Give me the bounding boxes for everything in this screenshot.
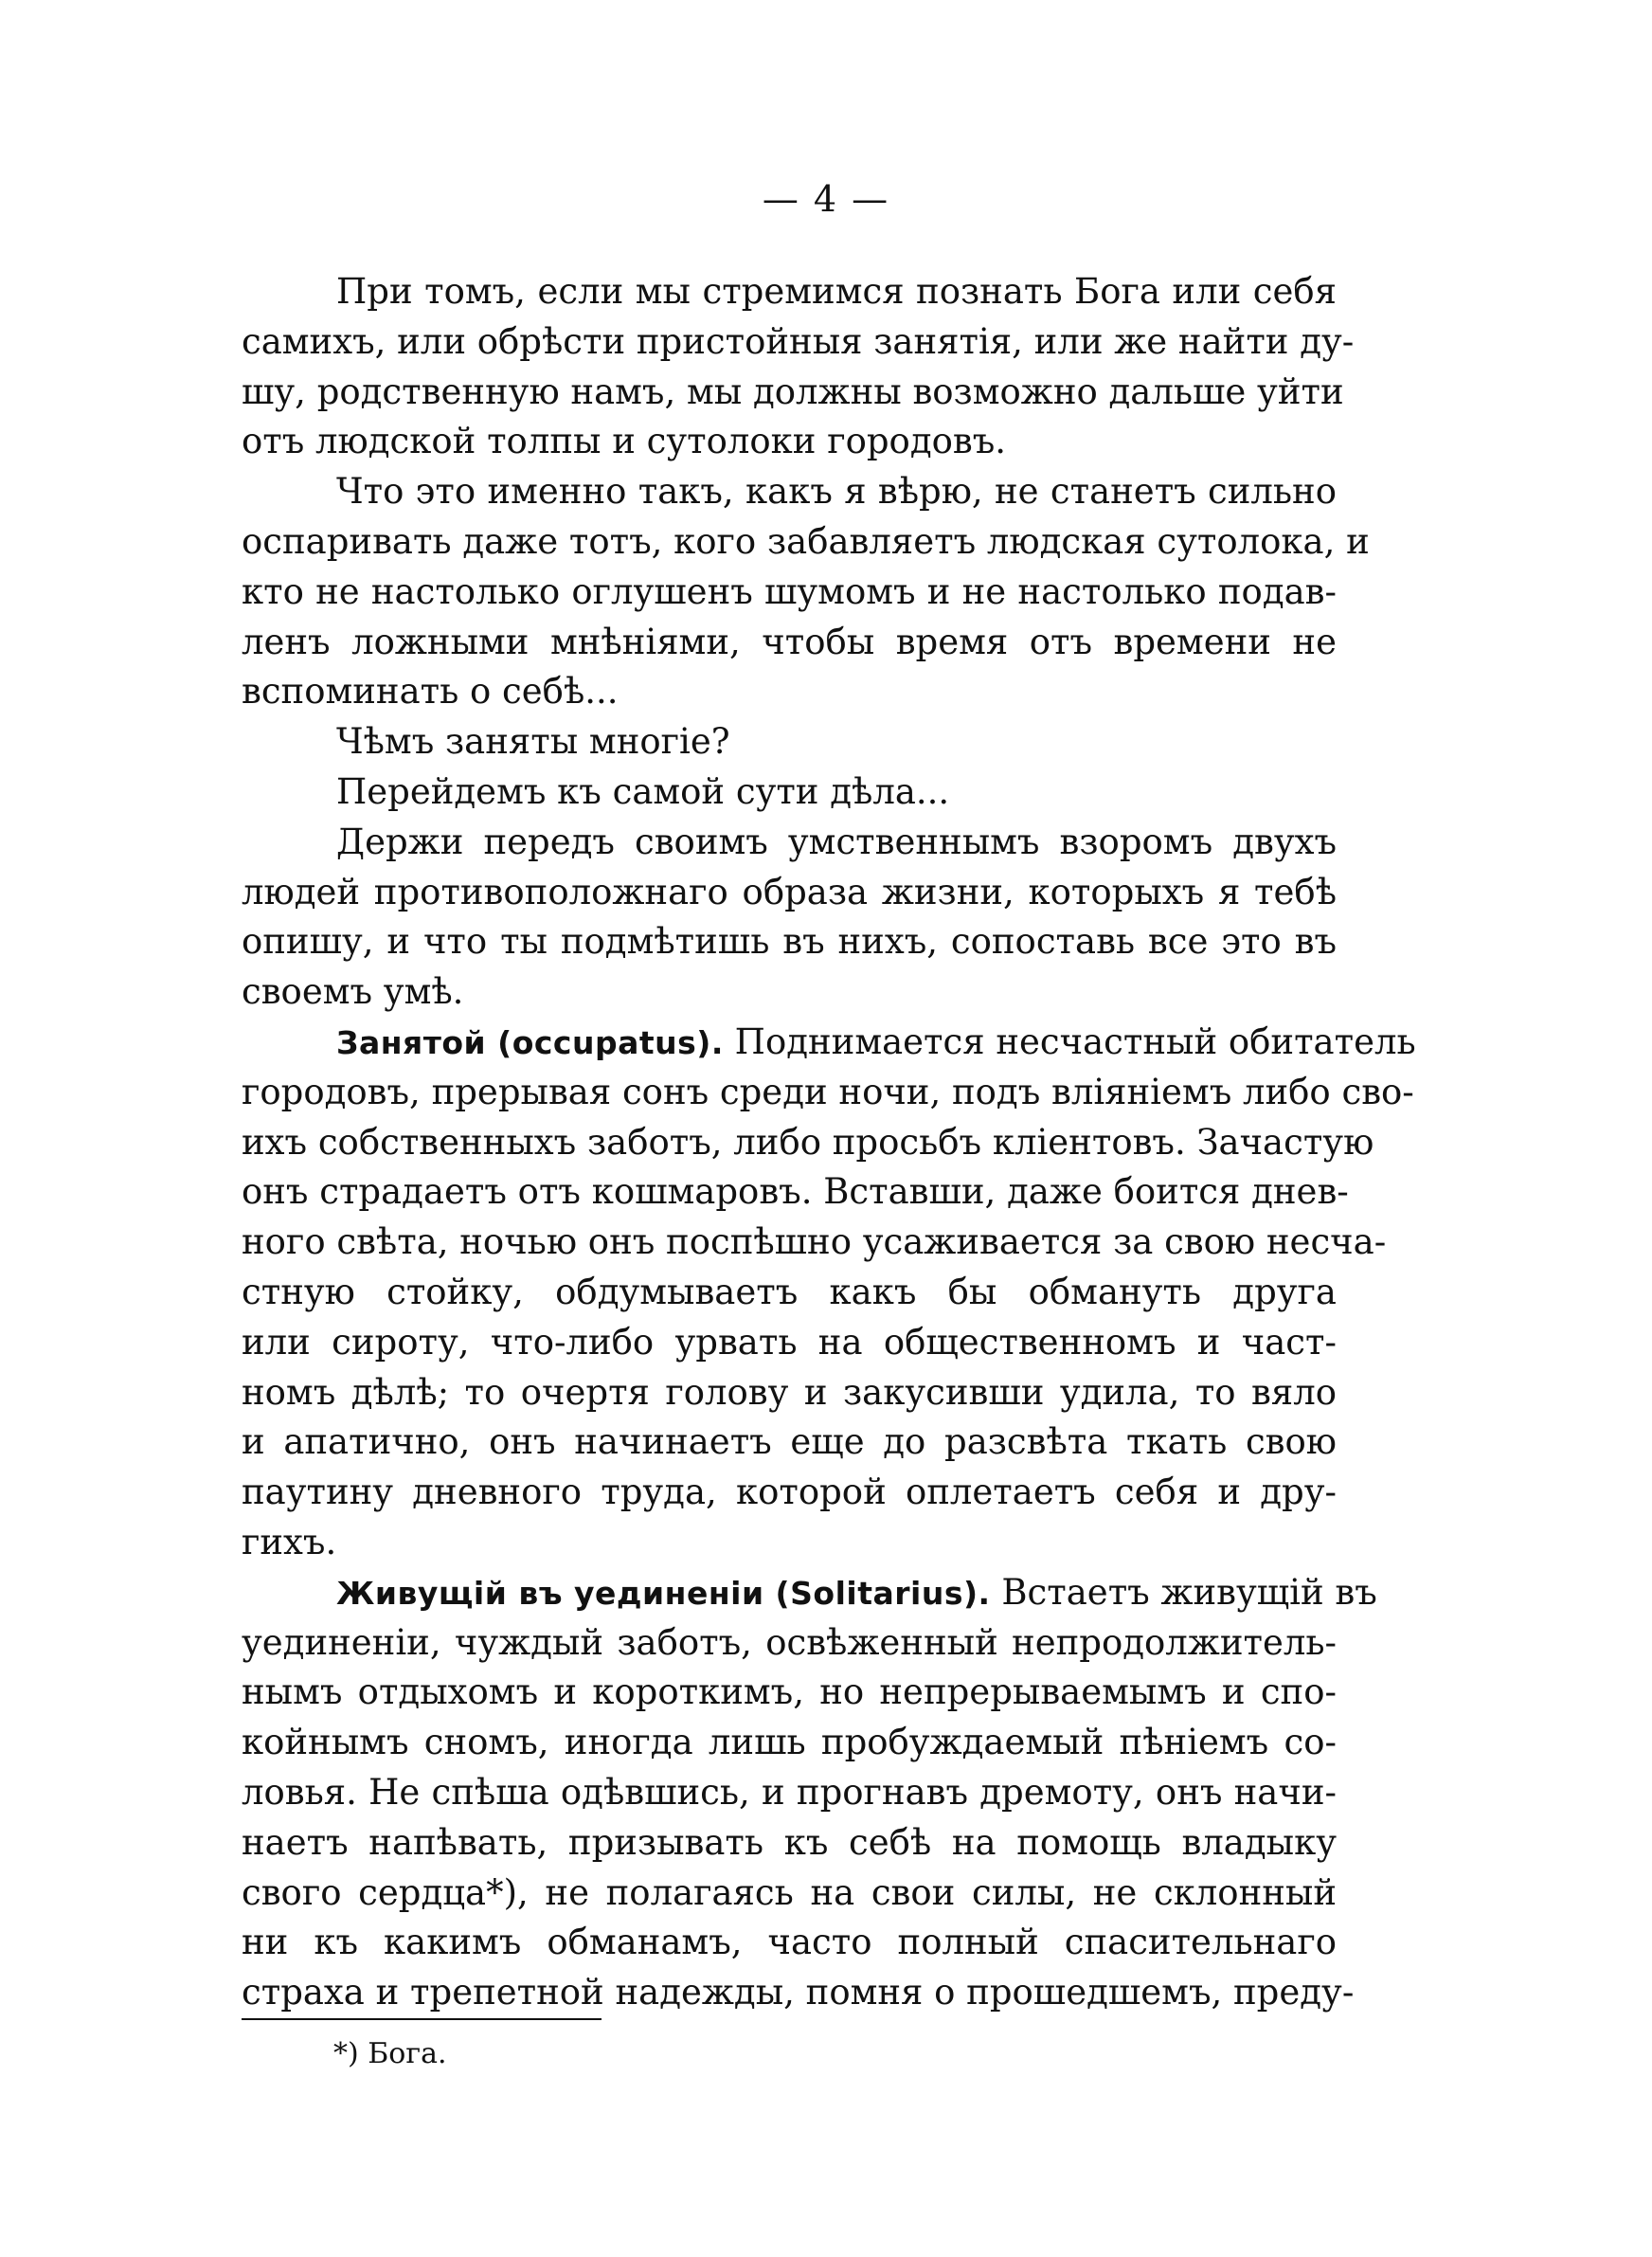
text-line: Держи передъ своимъ умственнымъ взоромъ двухъ [336, 821, 1337, 862]
text-line: Перейдемъ къ самой сути дѣла... [336, 770, 950, 812]
text-run: Поднимается несчастный обитатель [734, 1020, 1416, 1062]
body-text [242, 267, 1416, 2018]
text-line: городовъ, прерывая сонъ среди ночи, подъ вліяніемъ либо сво- [242, 1071, 1414, 1112]
text-line: номъ дѣлѣ; то очертя голову и закусивши удила, то вяло [242, 1371, 1337, 1413]
text-line: ленъ ложными мнѣніями, чтобы время отъ времени не [242, 621, 1337, 662]
text-line: нымъ отдыхомъ и короткимъ, но непрерываемымъ и спо- [242, 1671, 1337, 1713]
text-line: вспоминать о себѣ... [242, 671, 619, 713]
text-line: онъ страдаетъ отъ кошмаровъ. Вставши, даже боится днев- [242, 1171, 1349, 1213]
text-line: ни къ какимъ обманамъ, часто полный спасительнаго [242, 1922, 1337, 1963]
text-line: шу, родственную намъ, мы должны возможно дальше уйти [242, 370, 1344, 412]
page-number: — 4 — [762, 178, 890, 220]
text-line: Чѣмъ заняты многіе? [336, 721, 730, 763]
text-line: гихъ. [242, 1521, 337, 1562]
text-line: ловья. Не спѣша одѣвшись, и прогнавъ дремоту, онъ начи- [242, 1771, 1337, 1813]
text-line: кто не настолько оглушенъ шумомъ и не настолько подав- [242, 570, 1337, 612]
section-heading-occupatus: Занятой (occupatus). [336, 1023, 724, 1061]
text-line: Что это именно такъ, какъ я вѣрю, не станетъ сильно [336, 471, 1337, 513]
text-line: и апатично, онъ начинаетъ еще до разсвѣта ткать свою [242, 1421, 1337, 1463]
text-line: уединеніи, чуждый заботъ, освѣженный непродолжитель- [242, 1621, 1337, 1663]
text-line: отъ людской толпы и сутолоки городовъ. [242, 421, 1007, 462]
text-line: самихъ, или обрѣсти пристойныя занятія, или же найти ду- [242, 320, 1355, 362]
text-line: При томъ, если мы стремимся познать Бога или себя [336, 271, 1337, 312]
text-line: свого сердца*), не полагаясь на свои силы, не склонный [242, 1871, 1337, 1913]
text-line: людей противоположнаго образа жизни, которыхъ я тебѣ [242, 871, 1337, 912]
text-line: ного свѣта, ночью онъ поспѣшно усаживается за свою несча- [242, 1221, 1387, 1263]
text-line: опишу, и что ты подмѣтишь въ нихъ, сопоставь все это въ [242, 921, 1337, 963]
text-line: или сироту, что-либо урвать на общественномъ и част- [242, 1321, 1337, 1363]
footnote: *) Бога. [333, 2037, 447, 2070]
section-heading-solitarius: Живущій въ уединеніи (Solitarius). [336, 1574, 991, 1612]
text-run: Встаетъ живущій въ [1001, 1571, 1377, 1613]
text-line: паутину дневного труда, которой оплетаетъ себя и дру- [242, 1472, 1337, 1513]
text-line: койнымъ сномъ, иногда лишь пробуждаемый пѣніемъ со- [242, 1722, 1337, 1763]
text-line: стную стойку, обдумываетъ какъ бы обмануть друга [242, 1271, 1337, 1312]
text-line: страха и трепетной надежды, помня о прошедшемъ, преду- [242, 1972, 1355, 2013]
section-first-line [242, 1568, 1377, 1618]
text-line: оспаривать даже тотъ, кого забавляетъ людская сутолока, и [242, 520, 1370, 562]
text-line: наетъ напѣвать, призывать къ себѣ на помощь владыку [242, 1821, 1337, 1863]
text-line: ихъ собственныхъ заботъ, либо просьбъ кліентовъ. Зачастую [242, 1121, 1374, 1163]
footnote-divider [242, 2018, 602, 2020]
text-line: своемъ умѣ. [242, 971, 464, 1013]
section-first-line [242, 1018, 1416, 1068]
